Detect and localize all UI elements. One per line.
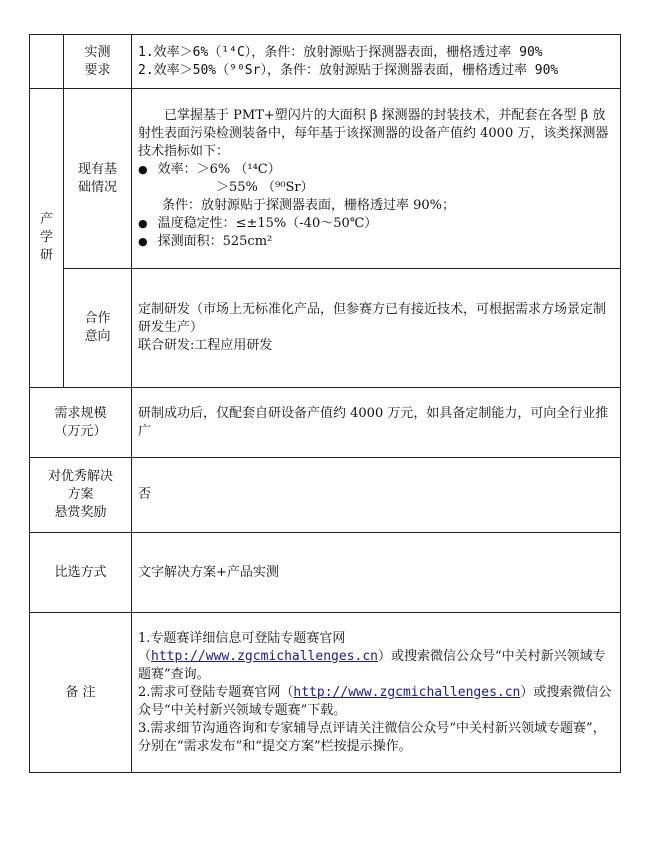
requirement-table [29, 34, 621, 773]
row-scale [30, 388, 621, 458]
label-cooperation: 合作 意向 [64, 269, 132, 388]
official-site-link-1[interactable]: http://www.zgcmichallenges.cn [151, 648, 378, 664]
official-site-link-2[interactable]: http://www.zgcmichallenges.cn [293, 684, 521, 700]
basis-temperature: ● 温度稳定性：≤±15%（-40～50℃） [138, 215, 614, 233]
selection-content: 文字解决方案+产品实测 [132, 533, 621, 613]
label-scale: 需求规模 （万元） [30, 388, 132, 458]
label-group-iur: 产 学 研 [30, 89, 64, 388]
basis-efficiency-1: ● 效率：＞6% （¹⁴C） [138, 161, 614, 179]
basis-condition: 条件：放射源贴于探测器表面，栅格透过率 90%； [162, 197, 456, 213]
basis-content [132, 89, 621, 269]
test-req-line-2: 2.效率＞50%（⁹⁰Sr），条件：放射源贴于探测器表面，栅格透过率 90% [138, 62, 559, 78]
coop-line-1: 定制研发（市场上无标准化产品，但参赛方已有接近技术，可根据需求方场景定制研发生产） [138, 302, 607, 335]
basis-area: ● 探测面积：525cm² [138, 233, 614, 251]
row-test-requirement [30, 35, 621, 89]
row-selection [30, 533, 621, 613]
scale-content: 研制成功后，仅配套自研设备产值约 4000 万元，如具备定制能力，可向全行业推广 [132, 388, 621, 458]
note-3: 3.需求细节沟通咨询和专家辅导点评请关注微信公众号“中关村新兴领域专题赛”，分别在“需求发布”和“提交方案”栏按提示操作。 [138, 720, 606, 754]
reward-content: 否 [132, 458, 621, 533]
label-basis: 现有基 础情况 [64, 89, 132, 269]
basis-efficiency-2: ＞55% （⁹⁰Sr） [216, 179, 314, 195]
row-reward [30, 458, 621, 533]
blank-cell [30, 35, 64, 89]
test-req-line-1: 1.效率＞6%（¹⁴C），条件：放射源贴于探测器表面，栅格透过率 90% [138, 44, 543, 60]
cooperation-content [132, 269, 621, 388]
label-notes: 备 注 [30, 613, 132, 773]
note-2: 2.需求可登陆专题赛官网（http://www.zgcmichallenges.cn）或搜索微信公众号“中关村新兴领域专题赛”下载。 [138, 684, 612, 718]
row-notes [30, 613, 621, 773]
basis-paragraph: 已掌握基于 PMT+塑闪片的大面积 β 探测器的封装技术，并配套在各型 β 放射性表面污染检测装备中，每年基于该探测器的设备产值约 4000 万，该类探测器技术指标如下： [138, 107, 609, 159]
label-test-requirement: 实测 要求 [64, 35, 132, 89]
label-reward: 对优秀解决 方案 悬赏奖励 [30, 458, 132, 533]
coop-line-2: 联合研发:工程应用研发 [138, 338, 273, 353]
notes-content [132, 613, 621, 773]
row-basis [30, 89, 621, 269]
note-1: 1.专题赛详细信息可登陆专题赛官网 （http://www.zgcmichallenges.cn）或搜索微信公众号“中关村新兴领域专题赛”查询。 [138, 630, 606, 682]
row-cooperation [30, 269, 621, 388]
label-selection: 比选方式 [30, 533, 132, 613]
test-requirement-content [132, 35, 621, 89]
